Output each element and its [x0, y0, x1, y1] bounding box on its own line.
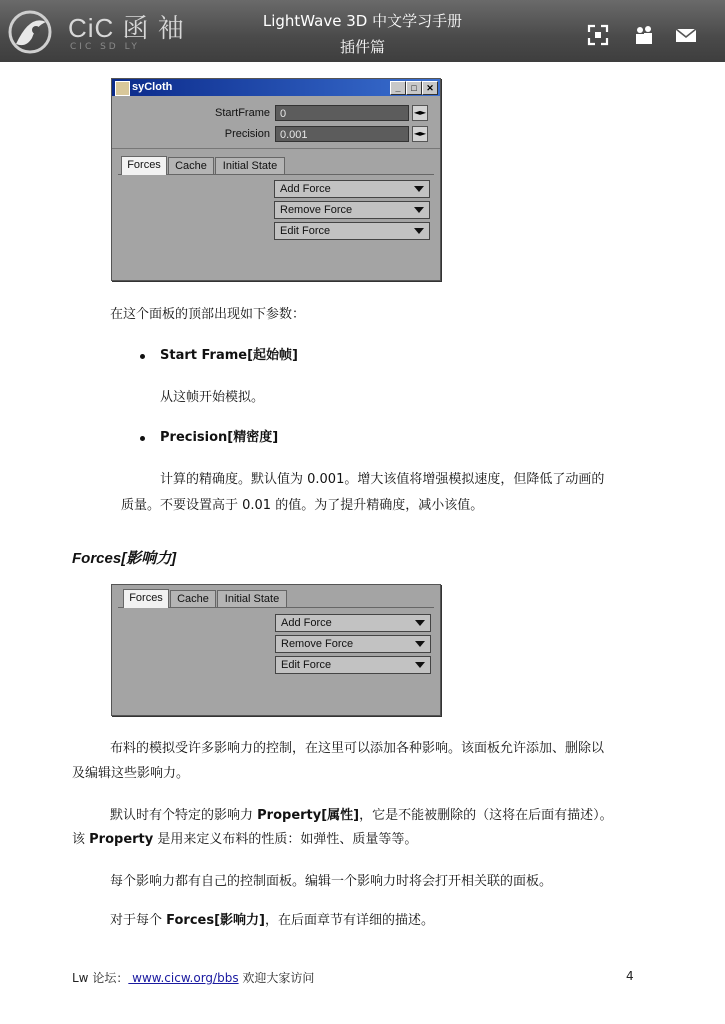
people-icon[interactable]: [633, 24, 655, 46]
edit-force-dropdown[interactable]: [274, 222, 430, 240]
para2-text: 该: [72, 832, 90, 847]
header-bar: [0, 0, 725, 62]
forces-panel: [111, 584, 441, 716]
start-frame-desc: 从这帧开始模拟。: [160, 390, 265, 405]
precision-heading: Precision[精密度]: [160, 430, 279, 445]
precision-stepper[interactable]: ◄►: [412, 126, 428, 142]
start-frame-label: StartFrame: [214, 107, 270, 119]
section-heading: Forces[影响力]: [72, 550, 177, 567]
page-number: 4: [626, 969, 634, 983]
forum-link[interactable]: www.cicw.org/bbs: [128, 971, 239, 985]
panel-titlebar: [112, 79, 440, 96]
para1-line1: 布料的模拟受许多影响力的控制，在这里可以添加各种影响。该面板允许添加、删除以: [110, 741, 605, 756]
para4-text: 对于每个: [110, 913, 167, 928]
minimize-button[interactable]: _: [390, 81, 406, 95]
start-frame-heading: Start Frame[起始帧]: [160, 348, 298, 363]
footer-suffix: 欢迎大家访问: [238, 971, 315, 985]
property-term: Property: [89, 832, 154, 847]
edit-force-label: Edit Force: [280, 225, 331, 237]
property-term: Property[属性]: [257, 808, 360, 823]
mail-icon[interactable]: [675, 24, 697, 46]
edit-force-dropdown[interactable]: [275, 656, 431, 674]
divider: [112, 148, 440, 149]
remove-force-label: Remove Force: [280, 204, 353, 216]
tab-forces[interactable]: Forces: [123, 589, 169, 608]
para3: 每个影响力都有自己的控制面板。编辑一个影响力时将会打开相关联的面板。: [110, 874, 553, 889]
add-force-dropdown[interactable]: [274, 180, 430, 198]
para4: [110, 911, 434, 931]
chevron-down-icon: [414, 186, 424, 192]
precision-field[interactable]: 0.001: [275, 126, 409, 142]
close-button[interactable]: ✕: [422, 81, 438, 95]
bullet-dot: [140, 354, 145, 359]
forces-term: Forces[影响力]: [166, 913, 265, 928]
para2-text: 是用来定义布料的性质：如弹性、质量等等。: [153, 832, 418, 847]
tab-initial-state[interactable]: Initial State: [217, 590, 287, 607]
logo-subtext: CIC SD LY: [70, 42, 140, 52]
remove-force-label: Remove Force: [281, 638, 354, 650]
para2-line1: [110, 806, 613, 826]
add-force-dropdown[interactable]: [275, 614, 431, 632]
tab-cache[interactable]: Cache: [168, 157, 214, 174]
header-subtitle: 插件篇: [339, 38, 385, 56]
para4-text: ，在后面章节有详细的描述。: [264, 913, 434, 928]
logo-text: CiC 函 袖: [68, 13, 185, 43]
chevron-down-icon: [415, 662, 425, 668]
footer-text: [72, 969, 314, 986]
bullet-dot: [140, 436, 145, 441]
maximize-button[interactable]: □: [406, 81, 422, 95]
para2-text: 默认时有个特定的影响力: [110, 808, 258, 823]
para2-line2: [72, 830, 417, 850]
precision-desc-2: 质量。不要设置高于 0.01 的值。为了提升精确度，减小该值。: [121, 498, 484, 513]
para1-line2: 及编辑这些影响力。: [72, 766, 190, 781]
precision-label: Precision: [224, 128, 270, 140]
chevron-down-icon: [414, 228, 424, 234]
window-app-icon: [115, 81, 130, 96]
para2-text: ，它是不能被删除的（这将在后面有描述）。: [359, 808, 613, 823]
precision-desc-1: 计算的精确度。默认值为 0.001。增大该值将增强模拟速度，但降低了动画的: [160, 472, 605, 487]
add-force-label: Add Force: [281, 617, 332, 629]
add-force-label: Add Force: [280, 183, 331, 195]
tab-cache[interactable]: Cache: [170, 590, 216, 607]
edit-force-label: Edit Force: [281, 659, 332, 671]
start-frame-field[interactable]: 0: [275, 105, 409, 121]
chevron-down-icon: [414, 207, 424, 213]
tab-forces[interactable]: Forces: [121, 156, 167, 175]
remove-force-dropdown[interactable]: [275, 635, 431, 653]
header-title: LightWave 3D 中文学习手册: [262, 12, 463, 30]
sycloth-panel: [111, 78, 441, 281]
footer-prefix: Lw 论坛：: [72, 971, 129, 985]
tab-initial-state[interactable]: Initial State: [215, 157, 285, 174]
expand-icon[interactable]: [587, 24, 609, 46]
panel-title: syCloth: [132, 81, 173, 93]
remove-force-dropdown[interactable]: [274, 201, 430, 219]
start-frame-stepper[interactable]: ◄►: [412, 105, 428, 121]
chevron-down-icon: [415, 620, 425, 626]
chevron-down-icon: [415, 641, 425, 647]
intro-text: 在这个面板的顶部出现如下参数：: [110, 307, 306, 322]
